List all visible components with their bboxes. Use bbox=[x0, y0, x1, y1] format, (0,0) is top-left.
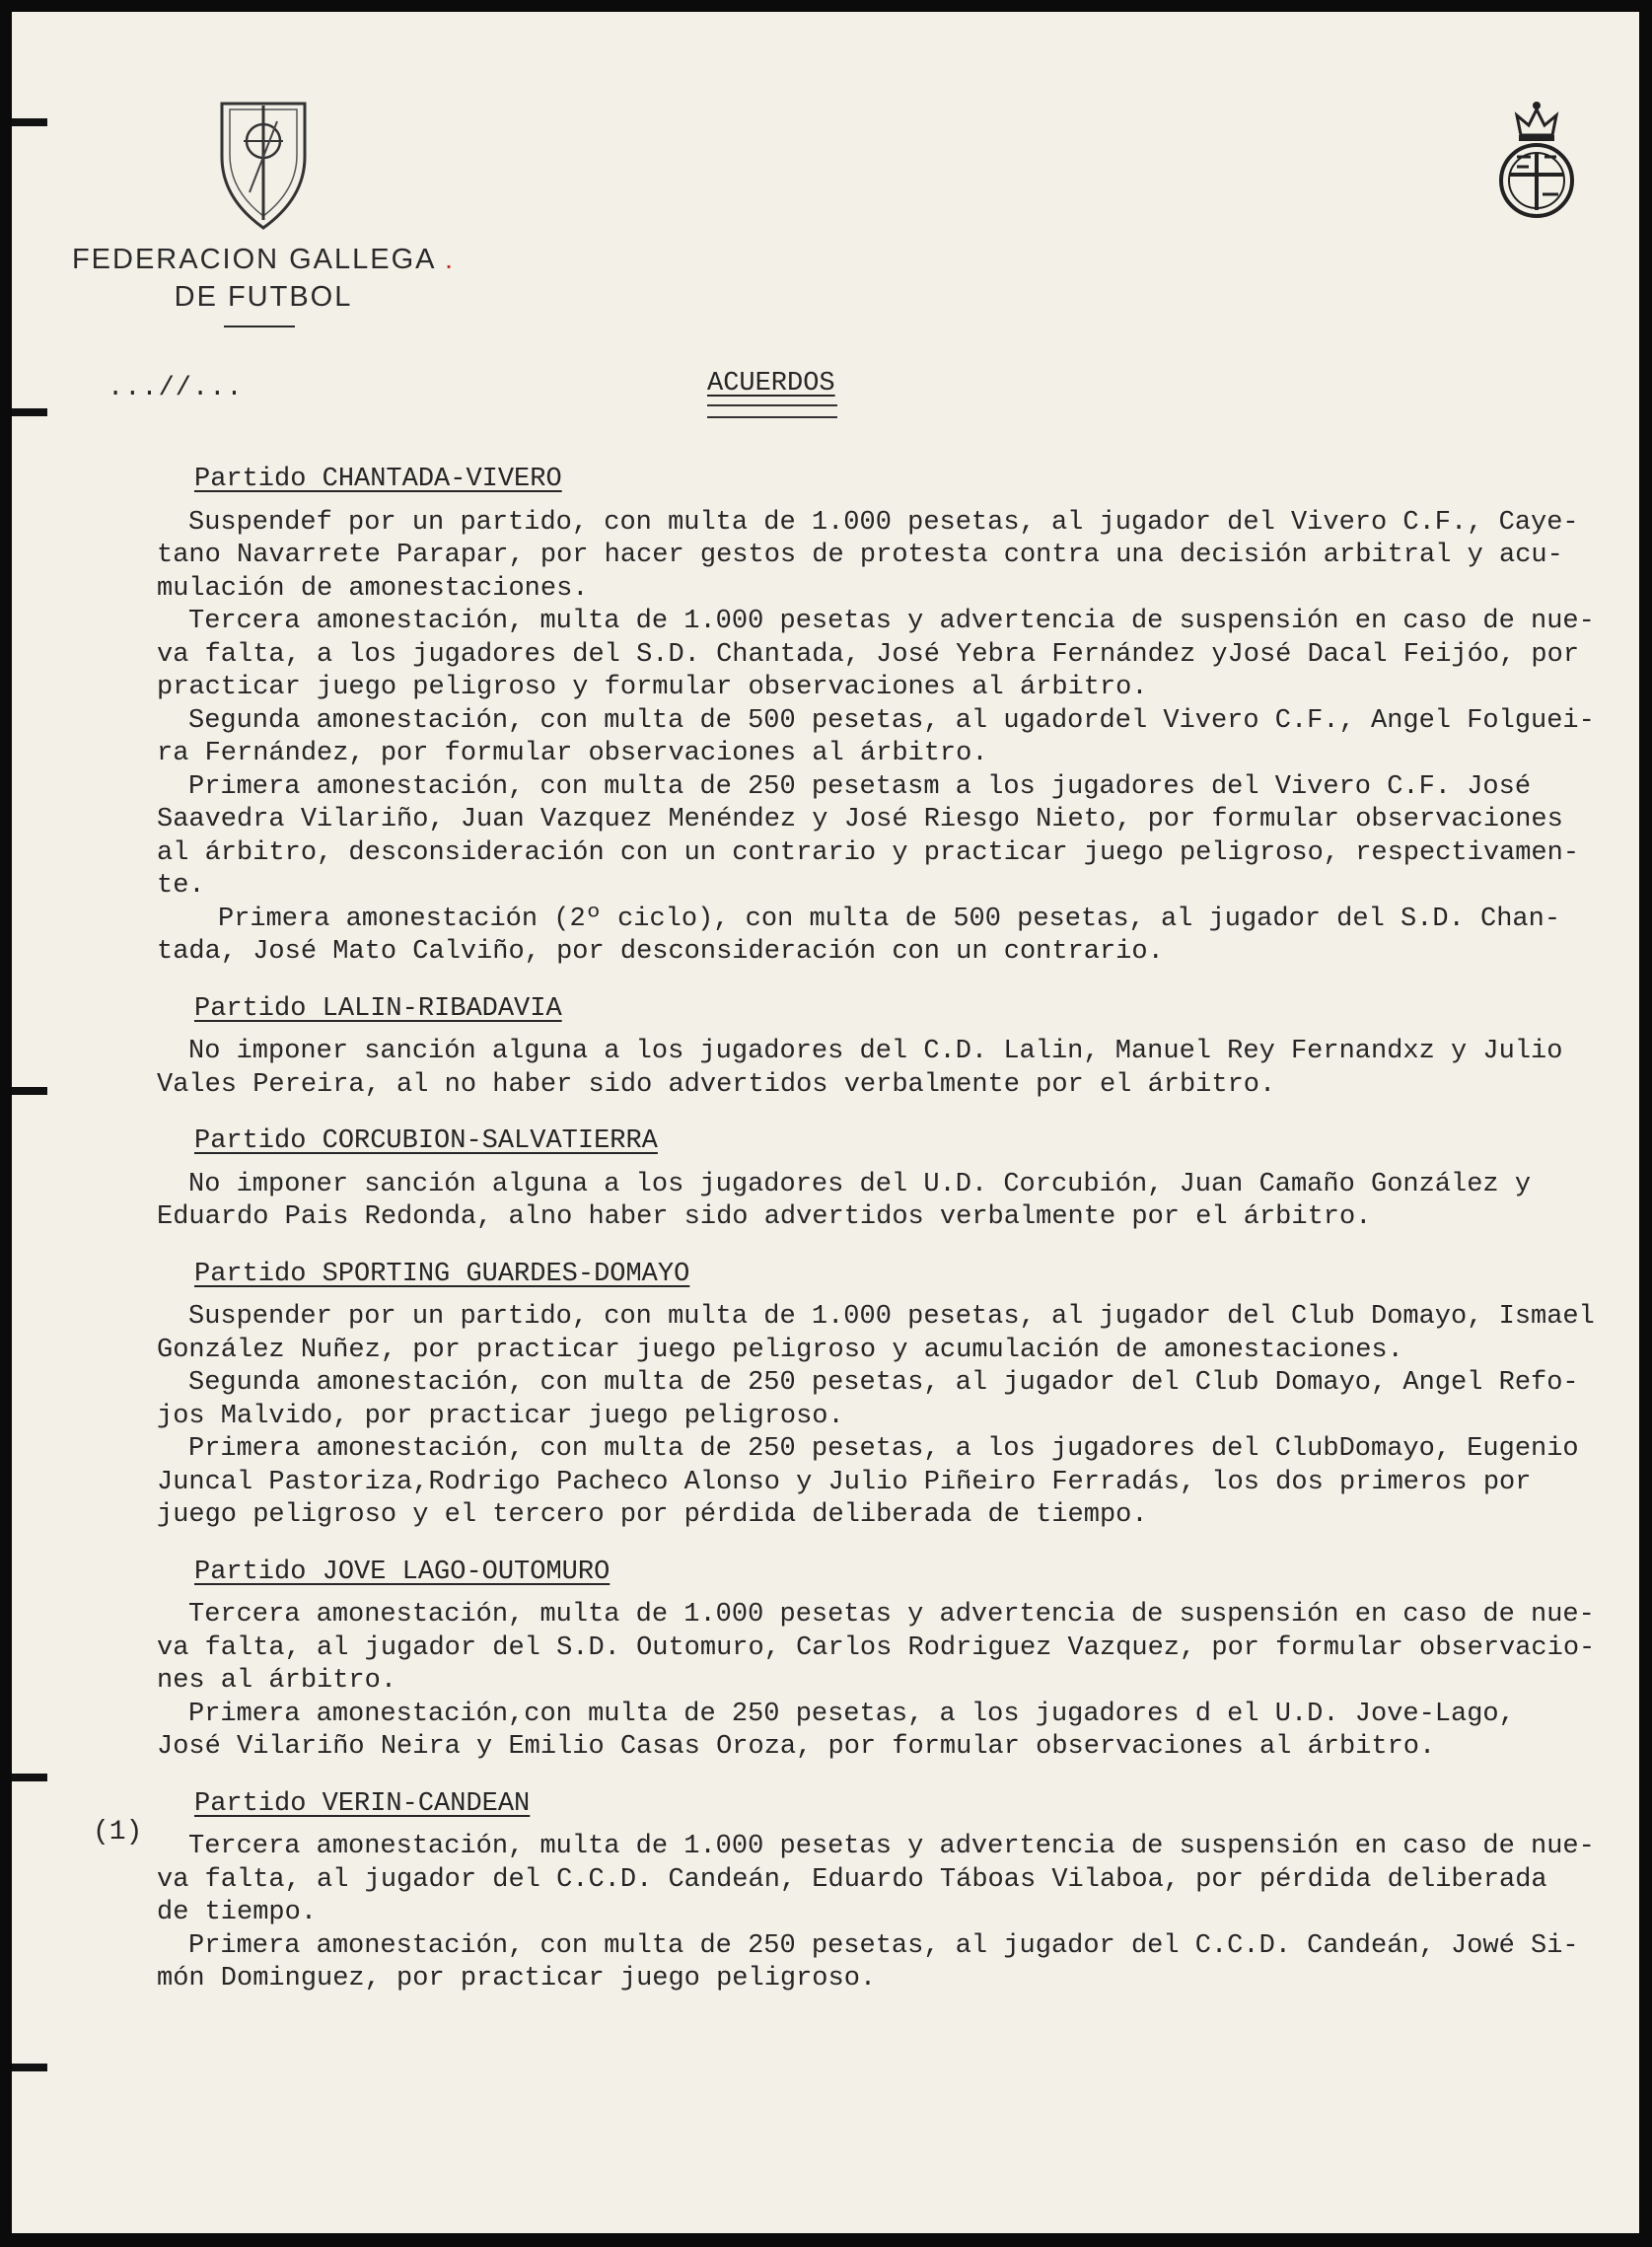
federation-shield-logo bbox=[214, 96, 313, 234]
text-line: mulación de amonestaciones. bbox=[157, 573, 589, 604]
document-page bbox=[12, 12, 1639, 2233]
match-title: Partido SPORTING GUARDES-DOMAYO bbox=[194, 1259, 690, 1289]
match-title: Partido CHANTADA-VIVERO bbox=[194, 465, 562, 494]
text-line: No imponer sanción alguna a los jugadores del U.D. Corcubión, Juan Camaño González y bbox=[188, 1169, 1532, 1199]
text-line: Suspendef por un partido, con multa de 1.000 pesetas, al jugador del Vivero C.F., Caye- bbox=[188, 507, 1579, 538]
text-line: Primera amonestación, con multa de 250 pesetasm a los jugadores del Vivero C.F. José bbox=[188, 771, 1532, 802]
binder-hole-mark bbox=[12, 1087, 47, 1095]
text-line: tada, José Mato Calviño, por desconsideración con un contrario. bbox=[157, 937, 1164, 967]
text-line: de tiempo. bbox=[157, 1898, 318, 1927]
text-line: Primera amonestación (2º ciclo), con multa de 500 pesetas, al jugador del S.D. Chan- bbox=[218, 904, 1561, 934]
match-section bbox=[157, 1259, 1636, 1533]
text-line: va falta, a los jugadores del S.D. Chantada, José Yebra Fernández yJosé Dacal Feijóo, por bbox=[157, 639, 1580, 670]
match-section bbox=[157, 1125, 1636, 1235]
title-double-underline bbox=[707, 404, 837, 418]
match-title: Partido LALIN-RIBADAVIA bbox=[194, 993, 562, 1024]
document-title: ACUERDOS bbox=[707, 369, 835, 399]
binder-hole-mark bbox=[12, 2064, 47, 2071]
text-line: Juncal Pastoriza,Rodrigo Pacheco Alonso y Julio Piñeiro Ferradás, los dos primeros por bbox=[157, 1467, 1532, 1497]
text-line: González Nuñez, por practicar juego peligroso y acumulación de amonestaciones. bbox=[157, 1335, 1403, 1365]
text-line: Primera amonestación,con multa de 250 pesetas, a los jugadores d el U.D. Jove-Lago, bbox=[188, 1699, 1515, 1729]
resolution-paragraph bbox=[157, 507, 1636, 607]
text-line: Segunda amonestación, con multa de 500 pesetas, al ugadordel Vivero C.F., Angel Folguei- bbox=[188, 705, 1595, 736]
text-line: Tercera amonestación, multa de 1.000 pesetas y advertencia de suspensión en caso de nue- bbox=[188, 1832, 1595, 1861]
match-section bbox=[157, 993, 1636, 1103]
resolution-paragraph bbox=[157, 1599, 1636, 1699]
resolution-paragraph bbox=[157, 1367, 1636, 1433]
binder-hole-mark bbox=[12, 1774, 47, 1781]
match-title: Partido VERIN-CANDEAN bbox=[194, 1788, 531, 1819]
resolution-paragraph bbox=[157, 1699, 1636, 1765]
resolution-paragraph bbox=[157, 1831, 1636, 1930]
text-line: nes al árbitro. bbox=[157, 1666, 397, 1696]
letterhead-divider bbox=[224, 326, 295, 327]
text-line: Segunda amonestación, con multa de 250 pesetas, al jugador del Club Domayo, Angel Refo- bbox=[188, 1368, 1579, 1398]
text-line: ra Fernández, por formular observaciones al árbitro. bbox=[157, 739, 988, 768]
letterhead-line-2: DE FUTBOL bbox=[174, 281, 353, 313]
binder-hole-mark bbox=[12, 408, 47, 416]
text-line: Primera amonestación, con multa de 250 pesetas, a los jugadores del ClubDomayo, Eugenio bbox=[188, 1434, 1579, 1464]
reference-mark: ...//... bbox=[108, 374, 244, 403]
text-line: José Vilariño Neira y Emilio Casas Oroza, por formular observaciones al árbitro. bbox=[157, 1732, 1436, 1762]
text-line: va falta, al jugador del S.D. Outomuro, Carlos Rodriguez Vazquez, por formular observacio- bbox=[157, 1632, 1596, 1663]
letterhead-line-1: FEDERACION GALLEGA bbox=[71, 244, 435, 275]
text-line: jos Malvido, por practicar juego peligroso. bbox=[157, 1401, 844, 1431]
resolution-paragraph bbox=[157, 1930, 1636, 1996]
text-line: te. bbox=[157, 871, 205, 901]
document-body bbox=[157, 464, 1636, 2020]
text-line: juego peligroso y el tercero por pérdida deliberada de tiempo. bbox=[157, 1500, 1148, 1530]
text-line: No imponer sanción alguna a los jugadores del C.D. Lalin, Manuel Rey Fernandxz y Julio bbox=[188, 1037, 1563, 1066]
resolution-paragraph bbox=[157, 1169, 1636, 1235]
resolution-paragraph bbox=[157, 1301, 1636, 1367]
text-line: va falta, al jugador del C.C.D. Candeán, Eduardo Táboas Vilaboa, por pérdida deliberada bbox=[157, 1864, 1547, 1895]
text-line: Suspender por un partido, con multa de 1.000 pesetas, al jugador del Club Domayo, Ismael bbox=[188, 1302, 1595, 1332]
resolution-paragraph bbox=[157, 771, 1636, 904]
text-line: Eduardo Pais Redonda, alno haber sido advertidos verbalmente por el árbitro. bbox=[157, 1202, 1372, 1232]
resolution-paragraph bbox=[157, 1036, 1636, 1102]
royal-crown-emblem bbox=[1491, 96, 1582, 224]
match-title: Partido JOVE LAGO-OUTOMURO bbox=[194, 1557, 611, 1587]
margin-note: (1) bbox=[93, 1817, 143, 1848]
resolution-paragraph bbox=[157, 606, 1636, 705]
text-line: món Dominguez, por practicar juego peligroso. bbox=[157, 1964, 877, 1993]
resolution-paragraph bbox=[157, 1433, 1636, 1533]
text-line: al árbitro, desconsideración con un contrario y practicar juego peligroso, respectivamen- bbox=[157, 837, 1580, 868]
text-line: Primera amonestación, con multa de 250 pesetas, al jugador del C.C.D. Candeán, Jowé Si- bbox=[188, 1930, 1579, 1961]
letterhead: FEDERACION GALLEGA . DE FUTBOL bbox=[61, 241, 466, 316]
text-line: Tercera amonestación, multa de 1.000 pesetas y advertencia de suspensión en caso de nue- bbox=[188, 607, 1595, 636]
text-line: Vales Pereira, al no haber sido advertidos verbalmente por el árbitro. bbox=[157, 1069, 1276, 1100]
match-section bbox=[157, 1557, 1636, 1765]
text-line: practicar juego peligroso y formular observaciones al árbitro. bbox=[157, 673, 1148, 702]
text-line: Saavedra Vilariño, Juan Vazquez Menéndez y José Riesgo Nieto, por formular observaciones bbox=[157, 805, 1563, 834]
text-line: tano Navarrete Parapar, por hacer gestos de protesta contra una decisión arbitral y acu- bbox=[157, 541, 1563, 570]
match-section bbox=[157, 1788, 1636, 1996]
text-line: Tercera amonestación, multa de 1.000 pesetas y advertencia de suspensión en caso de nue- bbox=[188, 1600, 1595, 1630]
match-section bbox=[157, 464, 1636, 970]
resolution-paragraph bbox=[157, 705, 1636, 771]
match-title: Partido CORCUBION-SALVATIERRA bbox=[194, 1126, 658, 1156]
binder-hole-mark bbox=[12, 118, 47, 126]
resolution-paragraph bbox=[157, 904, 1636, 970]
